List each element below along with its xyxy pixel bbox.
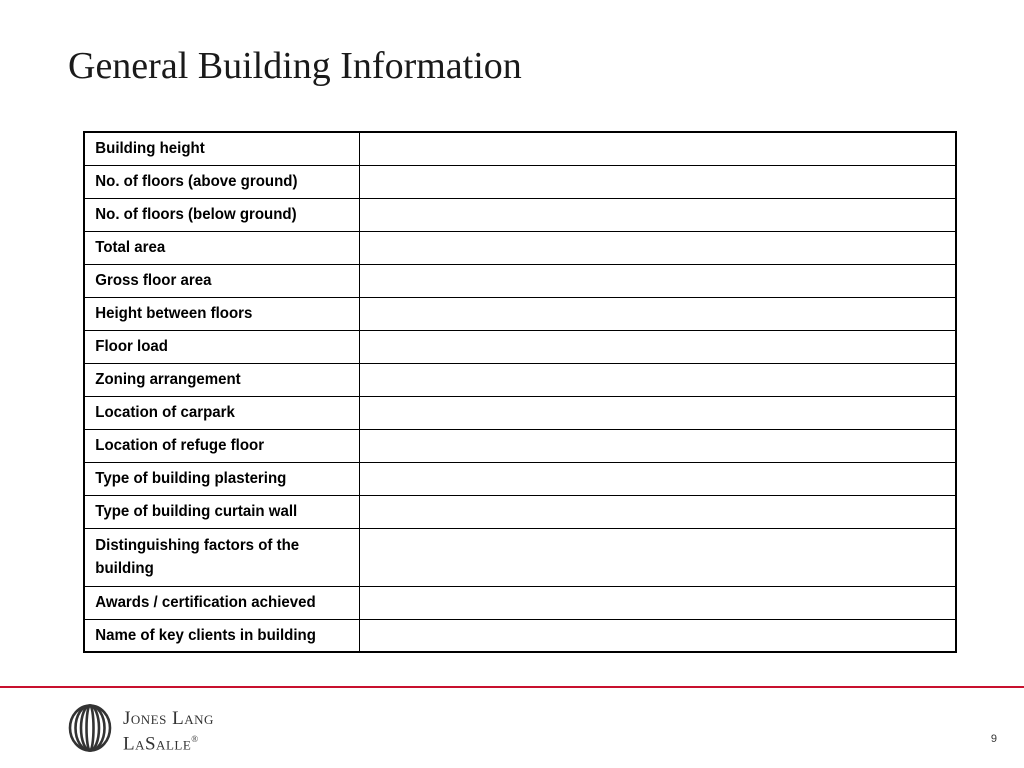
row-label: Distinguishing factors of the building (84, 528, 343, 586)
row-label: Zoning arrangement (84, 363, 343, 396)
table-row (84, 495, 956, 528)
row-label: Total area (84, 231, 343, 264)
row-value-cell[interactable] (359, 495, 956, 528)
footer-divider (0, 686, 1024, 688)
table-row (84, 330, 956, 363)
row-value-cell[interactable] (359, 586, 956, 619)
company-logo (68, 704, 218, 755)
row-label: Floor load (84, 330, 343, 363)
table-row (84, 429, 956, 462)
table-row (84, 619, 956, 652)
table-row (84, 264, 956, 297)
table-row (84, 297, 956, 330)
table-row (84, 231, 956, 264)
table-row (84, 528, 956, 586)
logo-wordmark (123, 708, 214, 754)
row-value-cell[interactable] (359, 165, 956, 198)
row-value-cell[interactable] (359, 132, 956, 165)
jll-logo-icon (68, 704, 112, 752)
logo-line-1: Jones Lang (123, 708, 214, 729)
row-value-cell[interactable] (359, 198, 956, 231)
page-number: 9 (990, 733, 997, 745)
row-label: Building height (84, 132, 343, 165)
row-label: Name of key clients in building (84, 619, 343, 652)
logo-line-2 (123, 729, 214, 754)
row-value-cell[interactable] (359, 297, 956, 330)
row-label: Location of refuge floor (84, 429, 343, 462)
row-value-cell[interactable] (359, 330, 956, 363)
table-row (84, 132, 956, 165)
registered-mark: ® (191, 734, 199, 744)
table-row (84, 396, 956, 429)
table-row (84, 165, 956, 198)
row-value-cell[interactable] (359, 619, 956, 652)
row-label: No. of floors (below ground) (84, 198, 343, 231)
row-label: Gross floor area (84, 264, 343, 297)
row-value-cell[interactable] (359, 429, 956, 462)
row-value-cell[interactable] (359, 462, 956, 495)
row-label: No. of floors (above ground) (84, 165, 343, 198)
row-value-cell[interactable] (359, 231, 956, 264)
table-row (84, 363, 956, 396)
row-label: Height between floors (84, 297, 343, 330)
row-value-cell[interactable] (359, 396, 956, 429)
row-value-cell[interactable] (359, 528, 956, 586)
logo-line-2-text: LaSalle (123, 733, 192, 755)
building-info-table (83, 131, 957, 653)
slide-title: General Building Information (68, 45, 522, 87)
row-value-cell[interactable] (359, 264, 956, 297)
row-value-cell[interactable] (359, 363, 956, 396)
row-label: Location of carpark (84, 396, 343, 429)
table-row (84, 462, 956, 495)
table-row (84, 586, 956, 619)
row-label: Type of building plastering (84, 462, 343, 495)
table-row (84, 198, 956, 231)
row-label: Awards / certification achieved (84, 586, 343, 619)
row-label: Type of building curtain wall (84, 495, 343, 528)
